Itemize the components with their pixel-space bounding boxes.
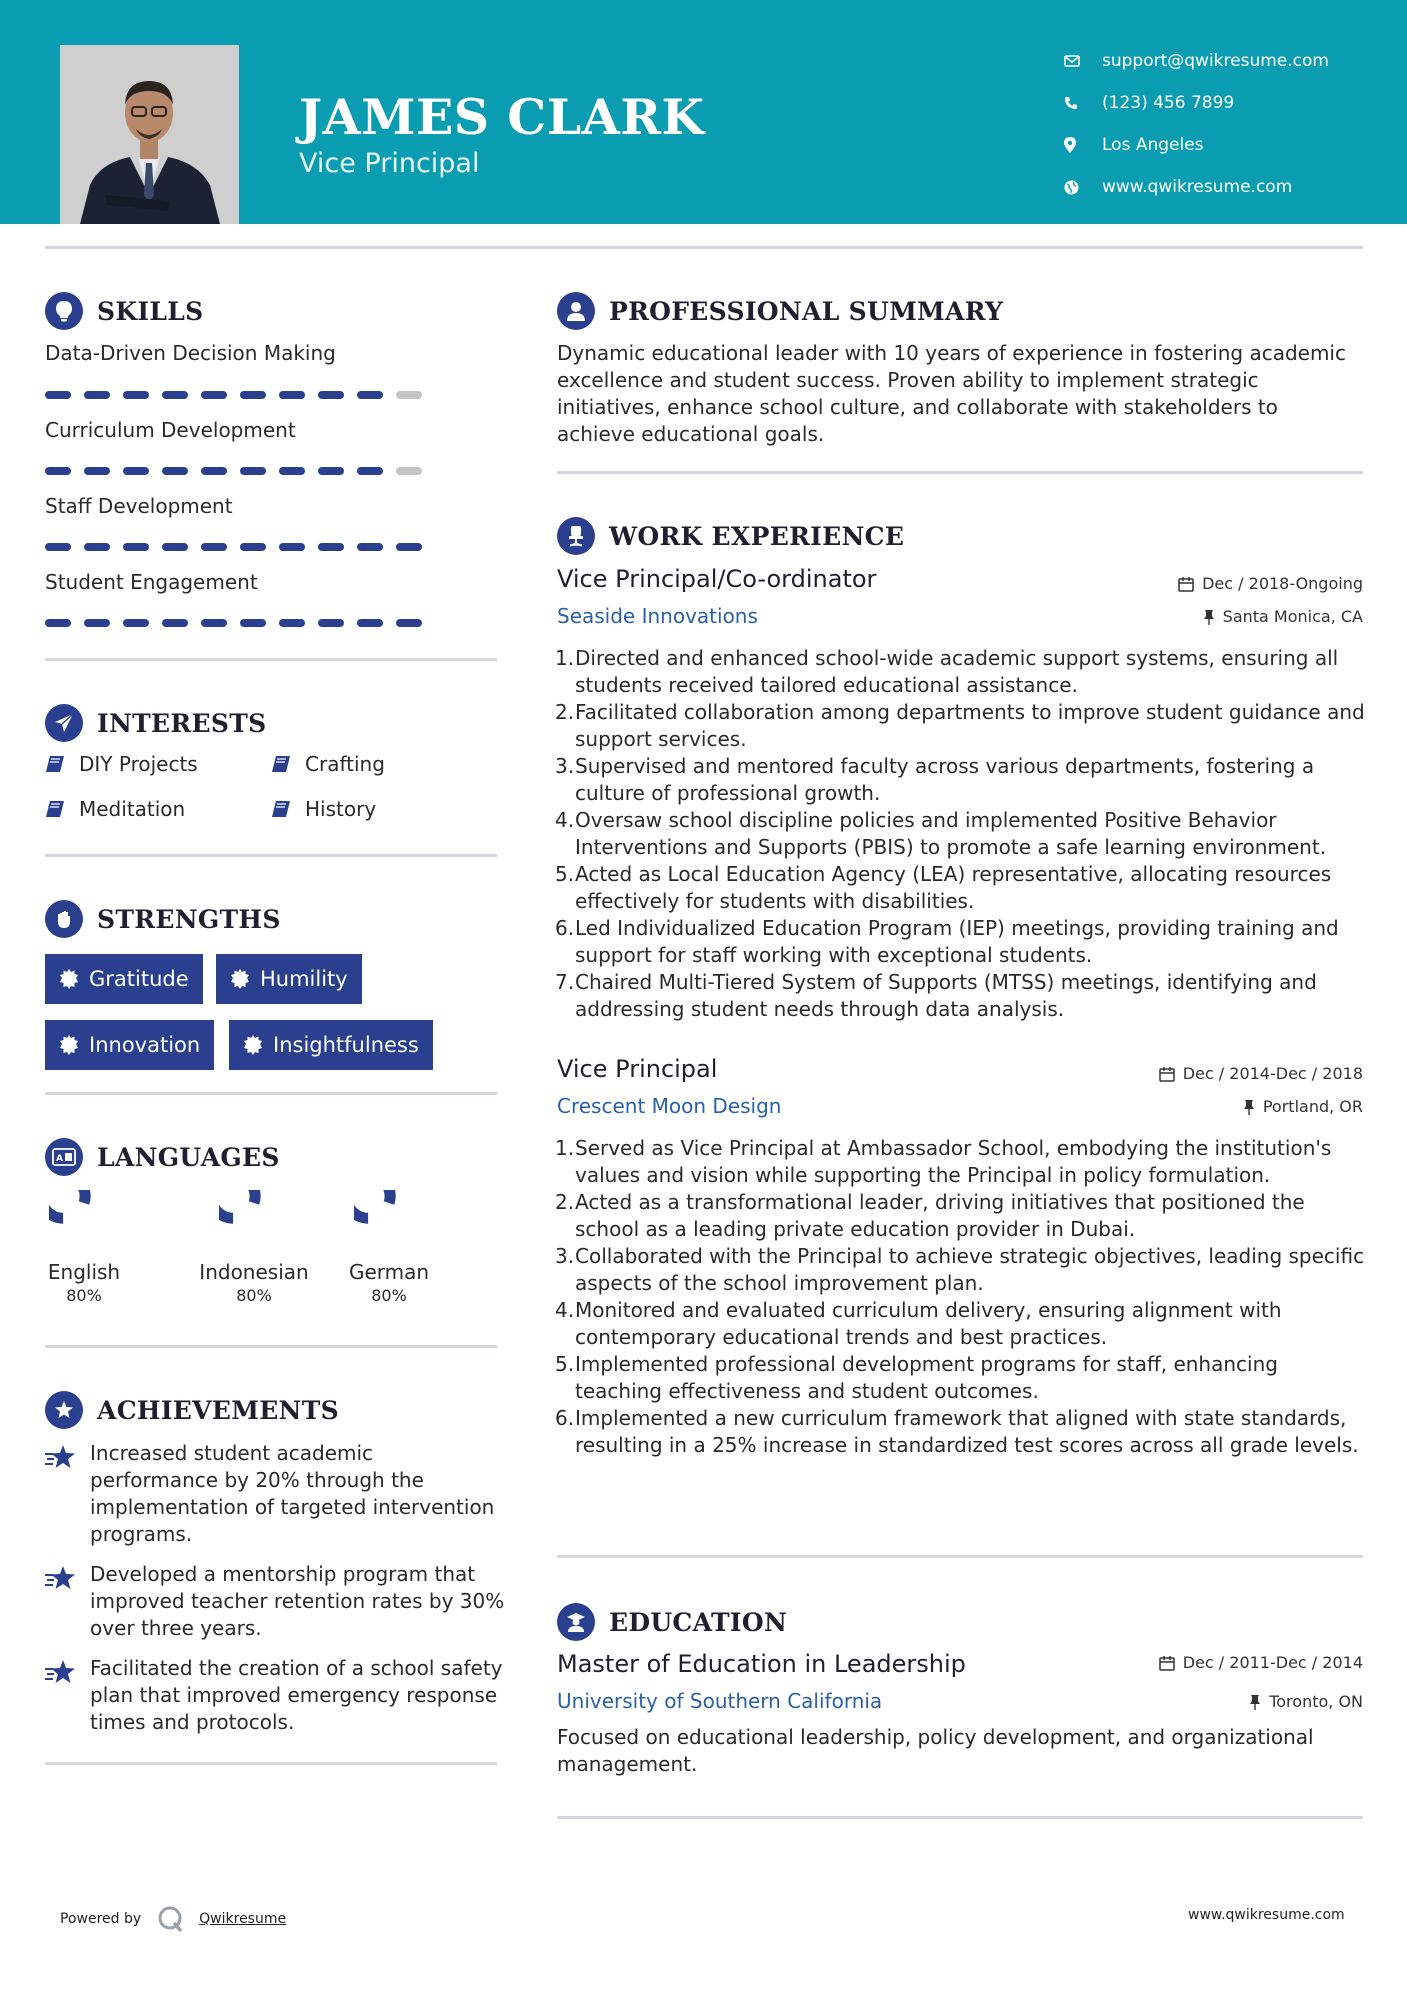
duty-item: 3. Collaborated with the Principal to achieve strategic objectives, leading specific aspects of the school improvement plan. bbox=[555, 1244, 1365, 1295]
paper-plane-icon bbox=[45, 704, 83, 742]
language-item bbox=[184, 1190, 324, 1305]
badge-icon bbox=[59, 1035, 79, 1055]
skill-dash bbox=[201, 467, 227, 475]
job-title: Vice Principal/Co-ordinator bbox=[557, 565, 877, 593]
language-progress-ring bbox=[219, 1190, 289, 1260]
skill-label: Student Engagement bbox=[45, 570, 258, 594]
duty-item: 5. Acted as Local Education Agency (LEA) representative, allocating resources effectively for students with disabilities. bbox=[555, 862, 1332, 913]
interest-item: Crafting bbox=[271, 752, 385, 776]
language-item bbox=[319, 1190, 459, 1305]
experience-heading: WORK EXPERIENCE bbox=[557, 517, 904, 555]
interest-item: History bbox=[271, 797, 376, 821]
skill-dash bbox=[240, 619, 266, 627]
skill-dash bbox=[201, 619, 227, 627]
duty-item: 4. Oversaw school discipline policies and implemented Positive Behavior Interventions and Supports (PBIS) to promote a safe learning environment. bbox=[555, 808, 1327, 859]
job-title: Vice Principal bbox=[557, 1055, 718, 1083]
candidate-name: JAMES CLARK bbox=[299, 88, 705, 146]
skill-dash bbox=[162, 391, 188, 399]
skill-dash bbox=[84, 391, 110, 399]
skills-heading: SKILLS bbox=[45, 292, 204, 330]
education-location: Toronto, ON bbox=[1050, 1692, 1363, 1711]
summary-heading: PROFESSIONAL SUMMARY bbox=[557, 292, 1003, 330]
skill-dash bbox=[279, 543, 305, 551]
skill-dash bbox=[357, 391, 383, 399]
contact-email[interactable]: support@qwikresume.com bbox=[1064, 40, 1404, 82]
section-divider bbox=[45, 854, 497, 857]
language-name: English bbox=[47, 1260, 121, 1284]
company-name: Seaside Innovations bbox=[557, 604, 758, 628]
education-dates: Dec / 2011-Dec / 2014 bbox=[1050, 1653, 1363, 1672]
skill-dash bbox=[84, 619, 110, 627]
contact-location: Los Angeles bbox=[1064, 124, 1404, 166]
location-pin-icon bbox=[1064, 137, 1102, 153]
skill-dash bbox=[123, 619, 149, 627]
achievement-item: Developed a mentorship program that improved teacher retention rates by 30% over three years. bbox=[45, 1561, 505, 1642]
skill-dash bbox=[318, 619, 344, 627]
languages-heading: A LANGUAGES bbox=[45, 1138, 280, 1176]
skill-dash bbox=[396, 467, 422, 475]
language-percent: 80% bbox=[66, 1286, 102, 1305]
calendar-icon bbox=[1159, 1066, 1175, 1082]
duty-item: 2. Facilitated collaboration among departments to improve student guidance and support services. bbox=[555, 700, 1365, 751]
book-icon bbox=[45, 800, 79, 818]
skill-dash bbox=[240, 391, 266, 399]
skill-dash bbox=[162, 543, 188, 551]
section-divider bbox=[45, 1345, 497, 1348]
skill-dash bbox=[318, 467, 344, 475]
achievements-heading: ACHIEVEMENTS bbox=[45, 1391, 339, 1429]
skill-dash bbox=[357, 543, 383, 551]
star-badge-icon bbox=[45, 1391, 83, 1429]
language-percent: 80% bbox=[236, 1286, 272, 1305]
strength-tag: Innovation bbox=[45, 1020, 214, 1070]
degree-title: Master of Education in Leadership bbox=[557, 1650, 966, 1678]
duty-item: 3. Supervised and mentored faculty across various departments, fostering a culture of professional growth. bbox=[555, 754, 1315, 805]
footer-brand-link[interactable]: Qwikresume bbox=[199, 1911, 287, 1927]
interests-heading: INTERESTS bbox=[45, 704, 266, 742]
language-name: German bbox=[348, 1260, 430, 1284]
graduate-icon bbox=[557, 1603, 595, 1641]
contact-list bbox=[1064, 40, 1404, 208]
phone-icon bbox=[1064, 96, 1102, 110]
qwikresume-logo-icon bbox=[157, 1905, 185, 1933]
language-progress-arc bbox=[354, 1190, 390, 1218]
job-dates: Dec / 2018-Ongoing bbox=[1050, 574, 1363, 593]
language-item bbox=[14, 1190, 154, 1305]
book-icon bbox=[45, 755, 79, 773]
globe-icon bbox=[1064, 180, 1102, 195]
education-description: Focused on educational leadership, policy development, and organizational management. bbox=[557, 1725, 1314, 1776]
pushpin-icon bbox=[1243, 1099, 1255, 1115]
skill-dash bbox=[357, 619, 383, 627]
skill-dash bbox=[162, 467, 188, 475]
svg-text:A: A bbox=[56, 1154, 64, 1164]
skill-dash bbox=[357, 467, 383, 475]
language-progress-arc bbox=[219, 1190, 255, 1218]
badge-icon bbox=[243, 1035, 263, 1055]
duty-item: 2. Acted as a transformational leader, driving initiatives that positioned the school as a leading private education provider in Dubai. bbox=[555, 1190, 1305, 1241]
language-progress-arc bbox=[49, 1190, 85, 1218]
skill-label: Staff Development bbox=[45, 494, 233, 518]
footer-powered-by: Powered by Qwikresume bbox=[60, 1905, 286, 1933]
duty-item: 6. Implemented a new curriculum framework that aligned with state standards, resulting in a 25% increase in standardized test scores across all grade levels. bbox=[555, 1406, 1359, 1457]
section-divider bbox=[557, 1816, 1363, 1819]
skill-dash bbox=[396, 543, 422, 551]
user-icon bbox=[557, 292, 595, 330]
duty-item: 1. Served as Vice Principal at Ambassador School, embodying the institution's values and vision while supporting the Principal in policy formulation. bbox=[555, 1136, 1332, 1187]
language-progress-ring bbox=[354, 1190, 424, 1260]
skill-dash bbox=[318, 391, 344, 399]
school-name: University of Southern California bbox=[557, 1689, 883, 1713]
skill-dash bbox=[318, 543, 344, 551]
summary-text: Dynamic educational leader with 10 years of experience in fostering academic excellence and student success. Proven ability to implement strategic initiatives, enhance school culture, and collaborate with stakeholders to achieve educational goals. bbox=[557, 341, 1346, 446]
skill-dash bbox=[279, 467, 305, 475]
section-divider bbox=[557, 1555, 1363, 1558]
candidate-role: Vice Principal bbox=[299, 148, 480, 179]
section-divider bbox=[45, 1762, 497, 1765]
book-icon bbox=[271, 800, 305, 818]
skill-dash bbox=[396, 619, 422, 627]
calendar-icon bbox=[1159, 1655, 1175, 1671]
star-icon bbox=[45, 1440, 90, 1548]
skill-dash bbox=[201, 391, 227, 399]
company-name: Crescent Moon Design bbox=[557, 1094, 782, 1118]
profile-photo bbox=[60, 45, 239, 224]
skill-dash bbox=[240, 543, 266, 551]
badge-icon bbox=[59, 969, 79, 989]
skill-dash bbox=[84, 467, 110, 475]
duty-item: 6. Led Individualized Education Program (IEP) meetings, providing training and support for staff working with exceptional students. bbox=[555, 916, 1339, 967]
skill-dash bbox=[279, 619, 305, 627]
skill-dash bbox=[123, 391, 149, 399]
interest-item: Meditation bbox=[45, 797, 185, 821]
job-duties bbox=[557, 645, 1367, 1023]
skill-dash bbox=[45, 467, 71, 475]
skill-label: Data-Driven Decision Making bbox=[45, 341, 336, 365]
skill-dash bbox=[45, 619, 71, 627]
skill-label: Curriculum Development bbox=[45, 418, 296, 442]
raised-fist-icon bbox=[45, 900, 83, 938]
skill-meter bbox=[45, 543, 422, 551]
education-heading: EDUCATION bbox=[557, 1603, 787, 1641]
strength-tag: Humility bbox=[216, 954, 362, 1004]
section-divider bbox=[45, 658, 497, 661]
achievement-item: Increased student academic performance by 20% through the implementation of targeted intervention programs. bbox=[45, 1440, 505, 1548]
badge-icon bbox=[230, 969, 250, 989]
contact-phone[interactable]: (123) 456 7899 bbox=[1064, 82, 1404, 124]
contact-website[interactable]: www.qwikresume.com bbox=[1064, 166, 1404, 208]
section-divider bbox=[45, 1092, 497, 1095]
job-dates: Dec / 2014-Dec / 2018 bbox=[1050, 1064, 1363, 1083]
lightbulb-icon bbox=[45, 292, 83, 330]
duty-item: 7. Chaired Multi-Tiered System of Supports (MTSS) meetings, identifying and addressing student needs through data analysis. bbox=[555, 970, 1317, 1021]
header-banner bbox=[0, 0, 1407, 224]
skill-meter bbox=[45, 467, 422, 475]
office-chair-icon bbox=[557, 517, 595, 555]
skill-dash bbox=[201, 543, 227, 551]
star-icon bbox=[45, 1561, 90, 1642]
footer-website-link[interactable]: www.qwikresume.com bbox=[1188, 1907, 1345, 1923]
pushpin-icon bbox=[1203, 609, 1215, 625]
skill-dash bbox=[84, 543, 110, 551]
language-card-icon bbox=[45, 1138, 83, 1176]
star-icon bbox=[45, 1655, 90, 1736]
skill-dash bbox=[279, 391, 305, 399]
skill-dash bbox=[162, 619, 188, 627]
skill-meter bbox=[45, 619, 422, 627]
skill-dash bbox=[45, 543, 71, 551]
language-progress-ring bbox=[49, 1190, 119, 1260]
strength-tag: Gratitude bbox=[45, 954, 203, 1004]
job-location: Portland, OR bbox=[1050, 1097, 1363, 1116]
skill-dash bbox=[240, 467, 266, 475]
skill-dash bbox=[45, 391, 71, 399]
achievement-item: Facilitated the creation of a school safety plan that improved emergency response times and protocols. bbox=[45, 1655, 505, 1736]
calendar-icon bbox=[1178, 576, 1194, 592]
job-location: Santa Monica, CA bbox=[1050, 607, 1363, 626]
duty-item: 5. Implemented professional development programs for staff, enhancing teaching effectiveness and student outcomes. bbox=[555, 1352, 1278, 1403]
pushpin-icon bbox=[1249, 1694, 1261, 1710]
strengths-heading: STRENGTHS bbox=[45, 900, 281, 938]
duty-item: 4. Monitored and evaluated curriculum delivery, ensuring alignment with contemporary educational trends and best practices. bbox=[555, 1298, 1282, 1349]
book-icon bbox=[271, 755, 305, 773]
strength-tag: Insightfulness bbox=[229, 1020, 433, 1070]
skill-dash bbox=[123, 467, 149, 475]
interest-item: DIY Projects bbox=[45, 752, 198, 776]
language-percent: 80% bbox=[371, 1286, 407, 1305]
language-name: Indonesian bbox=[199, 1260, 309, 1284]
skill-dash bbox=[396, 391, 422, 399]
section-divider bbox=[557, 471, 1363, 474]
mail-icon bbox=[1064, 54, 1102, 68]
skill-meter bbox=[45, 391, 422, 399]
top-divider bbox=[45, 246, 1363, 249]
duty-item: 1. Directed and enhanced school-wide academic support systems, ensuring all students received tailored educational assistance. bbox=[555, 646, 1339, 697]
skill-dash bbox=[123, 543, 149, 551]
job-duties bbox=[557, 1135, 1367, 1459]
